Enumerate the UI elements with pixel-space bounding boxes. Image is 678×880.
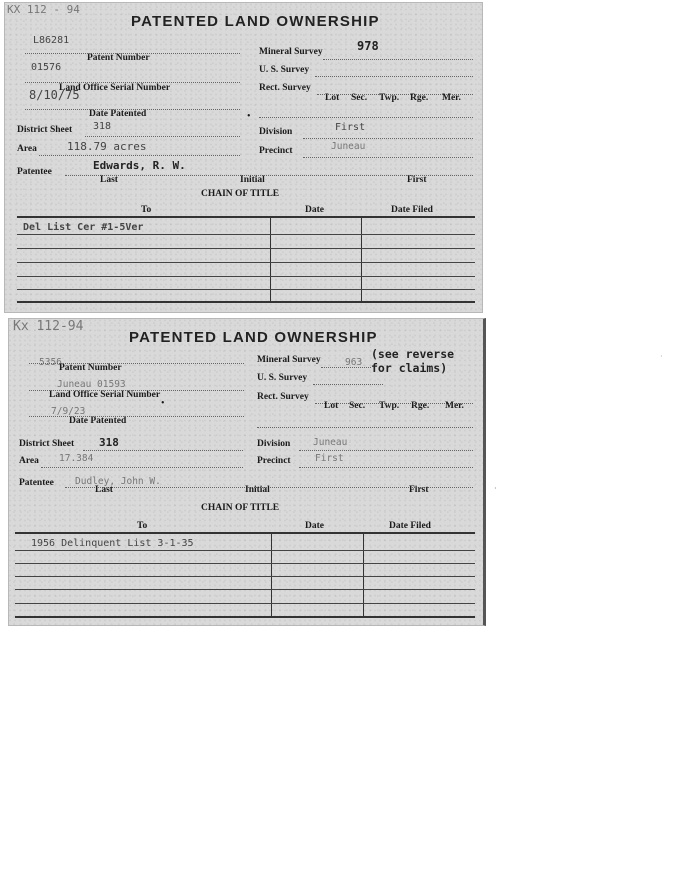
us-survey-label: U. S. Survey <box>259 65 310 75</box>
patentee-label: Patentee <box>17 167 52 177</box>
precinct-value: First <box>315 453 344 464</box>
serial-number-label: Land Office Serial Number <box>59 83 171 93</box>
area-label: Area <box>19 456 39 466</box>
date-patented-label: Date Patented <box>89 109 147 119</box>
mineral-survey-label: Mineral Survey <box>259 47 323 57</box>
chain-row-1-to: 1956 Delinquent List 3-1-35 <box>31 538 194 549</box>
file-stamp: KX 112 - 94 <box>7 3 80 16</box>
date-patented-label: Date Patented <box>69 416 127 426</box>
first-label: First <box>407 175 427 185</box>
mineral-survey-value: 963 <box>345 357 363 368</box>
us-survey-label: U. S. Survey <box>257 373 308 383</box>
precinct-value: Juneau <box>331 141 366 152</box>
col-date-filed-label: Date Filed <box>391 205 433 215</box>
district-sheet-value: 318 <box>93 121 112 132</box>
col-to-label: To <box>137 521 148 531</box>
patentee-value: Edwards, R. W. <box>93 159 186 172</box>
district-sheet-label: District Sheet <box>19 439 75 449</box>
patent-number-label: Patent Number <box>87 53 150 63</box>
patentee-value: Dudley, John W. <box>75 476 161 487</box>
col-date-filed-label: Date Filed <box>389 521 431 531</box>
area-label: Area <box>17 144 37 154</box>
chain-of-title-label: CHAIN OF TITLE <box>201 503 280 513</box>
patented-land-card-2 <box>8 318 486 626</box>
precinct-label: Precinct <box>259 146 293 156</box>
precinct-label: Precinct <box>257 456 291 466</box>
mer-label: Mer. <box>445 401 464 411</box>
date-patented-value: 8/10/75 <box>29 88 80 102</box>
card-title: PATENTED LAND OWNERSHIP <box>131 13 380 30</box>
initial-label: Initial <box>240 175 265 185</box>
date-patented-value: 7/9/23 <box>51 406 86 417</box>
twp-label: Twp. <box>379 401 400 411</box>
serial-number-label: Land Office Serial Number <box>49 390 161 400</box>
patent-number-label: Patent Number <box>59 363 122 373</box>
scan-speck: · <box>494 484 497 493</box>
initial-label: Initial <box>245 485 270 495</box>
lot-label: Lot <box>324 401 339 411</box>
rge-label: Rge. <box>411 401 430 411</box>
first-label: First <box>409 485 429 495</box>
patented-land-card-1 <box>4 2 483 313</box>
col-to-label: To <box>141 205 152 215</box>
serial-number-value: Juneau 01593 <box>57 379 126 390</box>
mer-label: Mer. <box>442 93 461 103</box>
serial-number-value: 01576 <box>31 62 62 73</box>
lot-label: Lot <box>325 93 340 103</box>
mineral-survey-label: Mineral Survey <box>257 355 321 365</box>
division-label: Division <box>259 127 293 137</box>
area-value: 17.384 <box>59 453 94 464</box>
card-title: PATENTED LAND OWNERSHIP <box>129 329 378 346</box>
rge-label: Rge. <box>410 93 429 103</box>
bullet-dot: • <box>161 398 165 409</box>
district-sheet-label: District Sheet <box>17 125 73 135</box>
last-label: Last <box>100 175 118 185</box>
file-stamp: Kx 112-94 <box>13 319 84 334</box>
mineral-survey-value: 978 <box>357 39 379 53</box>
sec-label: Sec. <box>351 93 368 103</box>
division-value: Juneau <box>313 437 348 448</box>
twp-label: Twp. <box>379 93 400 103</box>
patent-number-value: 5356 <box>39 357 62 368</box>
district-sheet-value: 318 <box>99 436 119 449</box>
division-label: Division <box>257 439 291 449</box>
scan-speck: · <box>660 352 663 361</box>
chain-row-1-to: Del List Cer #1-5Ver <box>23 222 144 233</box>
rect-survey-label: Rect. Survey <box>257 392 309 402</box>
patentee-label: Patentee <box>19 478 54 488</box>
sec-label: Sec. <box>349 401 366 411</box>
patent-number-value: L86281 <box>33 35 70 46</box>
col-date-label: Date <box>305 521 324 531</box>
rect-survey-label: Rect. Survey <box>259 83 311 93</box>
bullet-dot: • <box>247 111 251 122</box>
chain-of-title-label: CHAIN OF TITLE <box>201 189 280 199</box>
division-value: First <box>335 122 366 133</box>
area-value: 118.79 acres <box>67 140 147 153</box>
last-label: Last <box>95 485 113 495</box>
col-date-label: Date <box>305 205 324 215</box>
see-reverse-note: (see reverse for claims) <box>371 347 455 375</box>
